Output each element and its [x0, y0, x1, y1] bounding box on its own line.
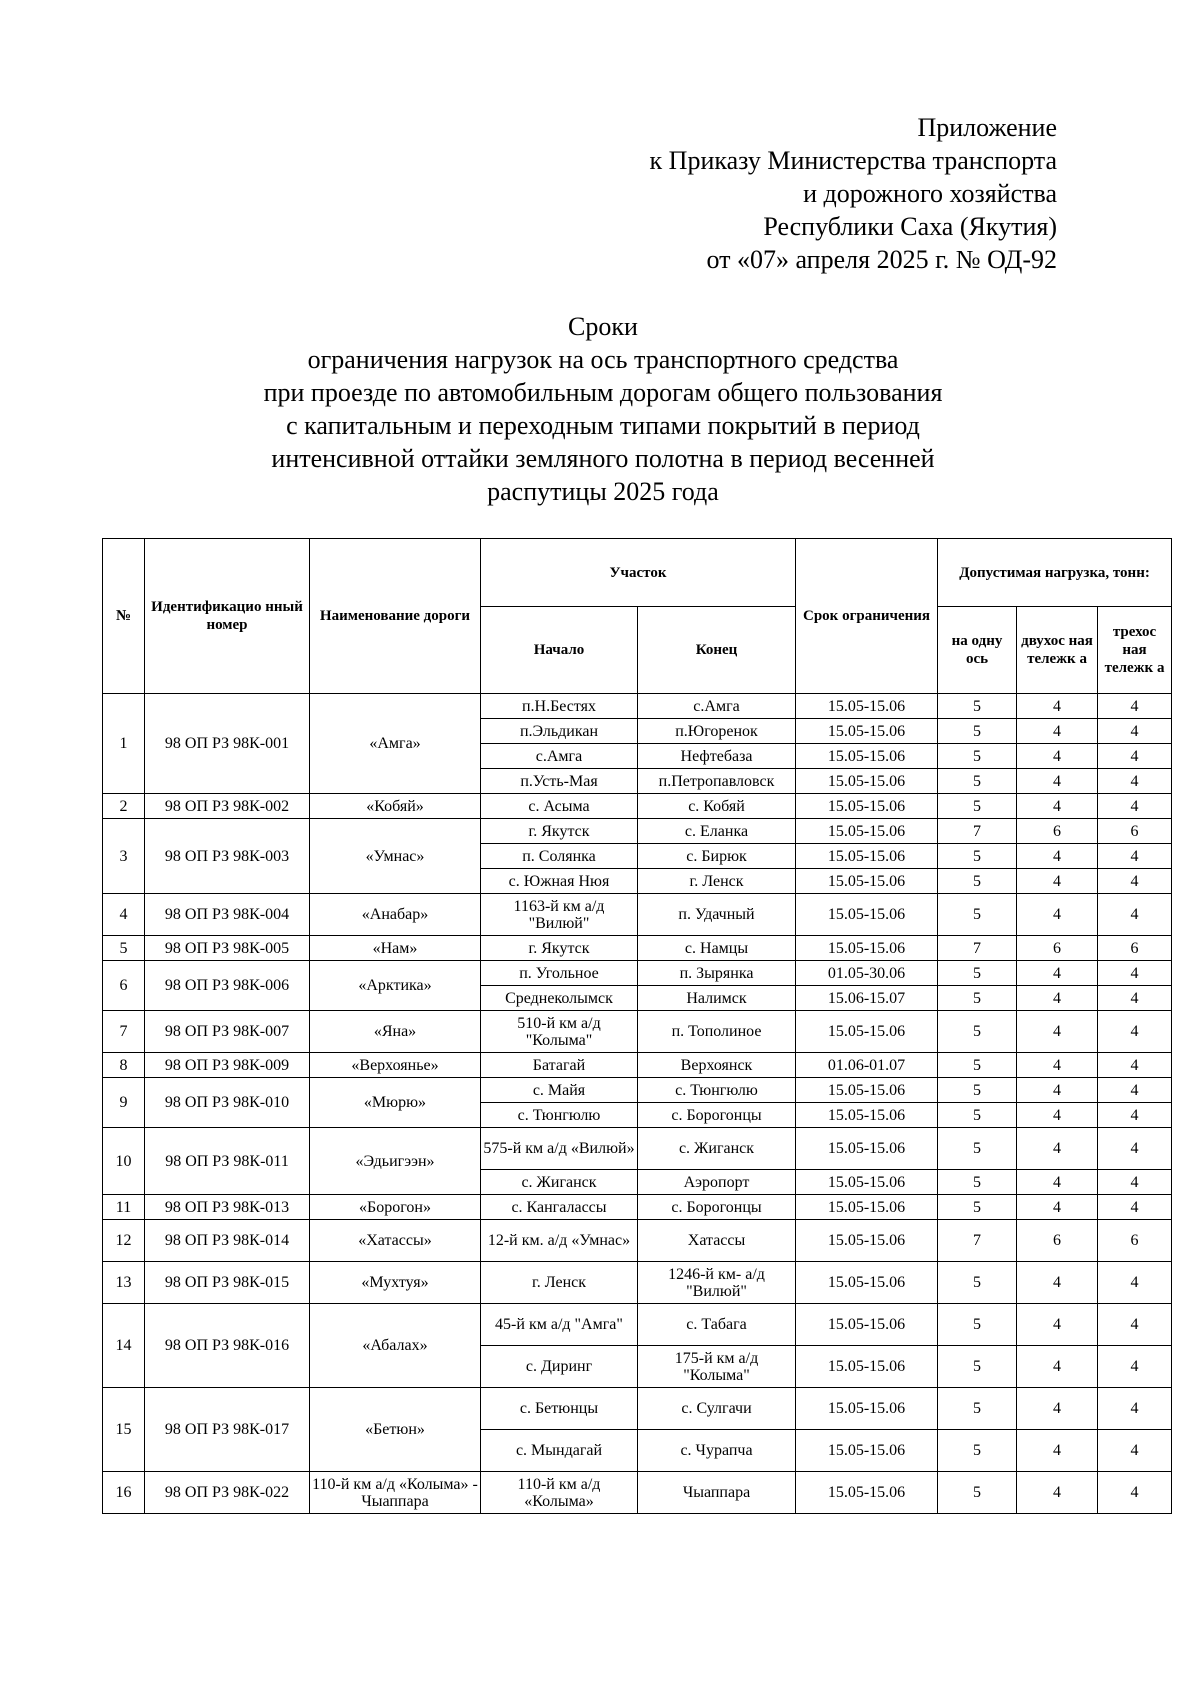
col-header-end: Конец	[638, 607, 796, 694]
cell-term: 15.05-15.06	[796, 794, 938, 819]
title-line: с капитальным и переходным типами покрытий в период	[286, 411, 920, 440]
table-row	[103, 1304, 1172, 1346]
cell-load-triple: 4	[1098, 961, 1172, 986]
cell-load-single: 5	[938, 1170, 1017, 1195]
cell-load-triple: 4	[1098, 1170, 1172, 1195]
cell-start: 1163-й км а/д "Вилюй"	[481, 894, 638, 936]
table-row	[103, 936, 1172, 961]
cell-start: г. Якутск	[481, 819, 638, 844]
cell-load-single: 5	[938, 869, 1017, 894]
cell-load-double: 4	[1017, 694, 1098, 719]
cell-id: 98 ОП РЗ 98К-003	[145, 819, 310, 894]
cell-load-double: 4	[1017, 1304, 1098, 1346]
cell-end: п.Югоренок	[638, 719, 796, 744]
cell-load-single: 5	[938, 794, 1017, 819]
cell-road: «Мухтуя»	[310, 1262, 481, 1304]
cell-end: п. Тополиное	[638, 1011, 796, 1053]
cell-load-double: 6	[1017, 819, 1098, 844]
title-line: при проезде по автомобильным дорогам общего пользования	[263, 378, 943, 407]
cell-id: 98 ОП РЗ 98К-002	[145, 794, 310, 819]
cell-start: с.Амга	[481, 744, 638, 769]
cell-num: 15	[103, 1388, 145, 1472]
cell-start: с. Кангалассы	[481, 1195, 638, 1220]
cell-term: 15.05-15.06	[796, 819, 938, 844]
cell-load-double: 4	[1017, 1472, 1098, 1514]
cell-term: 15.05-15.06	[796, 1078, 938, 1103]
cell-load-double: 4	[1017, 794, 1098, 819]
cell-term: 15.05-15.06	[796, 1346, 938, 1388]
cell-start: с. Южная Нюя	[481, 869, 638, 894]
cell-load-triple: 4	[1098, 869, 1172, 894]
cell-num: 11	[103, 1195, 145, 1220]
cell-load-single: 5	[938, 1304, 1017, 1346]
cell-start: Батагай	[481, 1053, 638, 1078]
cell-load-double: 4	[1017, 961, 1098, 986]
cell-road: «Эдьигээн»	[310, 1128, 481, 1195]
cell-load-single: 5	[938, 1472, 1017, 1514]
cell-term: 15.05-15.06	[796, 1472, 938, 1514]
cell-road: «Борогон»	[310, 1195, 481, 1220]
cell-load-triple: 4	[1098, 794, 1172, 819]
cell-num: 13	[103, 1262, 145, 1304]
cell-num: 2	[103, 794, 145, 819]
cell-load-single: 5	[938, 1346, 1017, 1388]
cell-start: 12-й км. а/д «Умнас»	[481, 1220, 638, 1262]
cell-road: «Хатассы»	[310, 1220, 481, 1262]
cell-road: «Нам»	[310, 936, 481, 961]
cell-num: 6	[103, 961, 145, 1011]
cell-start: 510-й км а/д "Колыма"	[481, 1011, 638, 1053]
cell-load-triple: 4	[1098, 1304, 1172, 1346]
cell-road: «Мюрю»	[310, 1078, 481, 1128]
cell-end: п. Зырянка	[638, 961, 796, 986]
document-title	[238, 310, 968, 508]
cell-road: «Арктика»	[310, 961, 481, 1011]
col-header-term: Срок ограничения	[796, 539, 938, 694]
cell-load-single: 5	[938, 1128, 1017, 1170]
appendix-header	[650, 111, 1057, 276]
cell-num: 9	[103, 1078, 145, 1128]
cell-num: 16	[103, 1472, 145, 1514]
cell-term: 15.05-15.06	[796, 1430, 938, 1472]
cell-road: «Верхоянье»	[310, 1053, 481, 1078]
cell-end: с. Еланка	[638, 819, 796, 844]
cell-id: 98 ОП РЗ 98К-016	[145, 1304, 310, 1388]
cell-load-double: 4	[1017, 844, 1098, 869]
cell-load-double: 6	[1017, 1220, 1098, 1262]
cell-end: г. Ленск	[638, 869, 796, 894]
col-header-triple-bogie: трехос ная тележк а	[1098, 607, 1172, 694]
table-row	[103, 1053, 1172, 1078]
cell-id: 98 ОП РЗ 98К-017	[145, 1388, 310, 1472]
table-row	[103, 1128, 1172, 1170]
cell-start: с. Майя	[481, 1078, 638, 1103]
cell-term: 01.05-30.06	[796, 961, 938, 986]
cell-load-double: 4	[1017, 1262, 1098, 1304]
cell-end: 1246-й км- а/д "Вилюй"	[638, 1262, 796, 1304]
cell-load-double: 4	[1017, 1346, 1098, 1388]
cell-term: 15.05-15.06	[796, 844, 938, 869]
cell-road: «Абалах»	[310, 1304, 481, 1388]
cell-end: п.Петропавловск	[638, 769, 796, 794]
cell-num: 12	[103, 1220, 145, 1262]
cell-end: Верхоянск	[638, 1053, 796, 1078]
cell-id: 98 ОП РЗ 98К-005	[145, 936, 310, 961]
cell-load-triple: 4	[1098, 1103, 1172, 1128]
cell-load-triple: 4	[1098, 1430, 1172, 1472]
cell-start: п. Угольное	[481, 961, 638, 986]
cell-end: Чыаппара	[638, 1472, 796, 1514]
cell-load-single: 5	[938, 1078, 1017, 1103]
cell-load-single: 5	[938, 986, 1017, 1011]
cell-road: «Яна»	[310, 1011, 481, 1053]
cell-end: с. Чурапча	[638, 1430, 796, 1472]
cell-road: «Умнас»	[310, 819, 481, 894]
cell-id: 98 ОП РЗ 98К-015	[145, 1262, 310, 1304]
cell-term: 15.05-15.06	[796, 1011, 938, 1053]
cell-load-double: 4	[1017, 894, 1098, 936]
header-line: Республики Саха (Якутия)	[763, 212, 1057, 241]
cell-load-double: 4	[1017, 1078, 1098, 1103]
table-row	[103, 1262, 1172, 1304]
cell-load-double: 4	[1017, 1388, 1098, 1430]
cell-load-triple: 4	[1098, 694, 1172, 719]
cell-term: 15.05-15.06	[796, 769, 938, 794]
cell-start: с. Асыма	[481, 794, 638, 819]
cell-load-triple: 4	[1098, 986, 1172, 1011]
table-row	[103, 819, 1172, 844]
cell-term: 15.05-15.06	[796, 936, 938, 961]
cell-num: 8	[103, 1053, 145, 1078]
cell-load-single: 7	[938, 819, 1017, 844]
cell-end: с. Кобяй	[638, 794, 796, 819]
cell-num: 4	[103, 894, 145, 936]
restrictions-table	[102, 538, 1172, 1514]
cell-load-single: 7	[938, 1220, 1017, 1262]
cell-term: 15.05-15.06	[796, 1304, 938, 1346]
cell-load-single: 5	[938, 961, 1017, 986]
cell-start: с. Мындагай	[481, 1430, 638, 1472]
cell-road: 110-й км а/д «Колыма» - Чыаппара	[310, 1472, 481, 1514]
cell-road: «Амга»	[310, 694, 481, 794]
cell-load-double: 4	[1017, 1430, 1098, 1472]
cell-term: 15.05-15.06	[796, 1103, 938, 1128]
table-row	[103, 1078, 1172, 1103]
table-row	[103, 1220, 1172, 1262]
cell-start: г. Якутск	[481, 936, 638, 961]
cell-load-single: 5	[938, 1195, 1017, 1220]
header-line: и дорожного хозяйства	[803, 179, 1057, 208]
cell-load-double: 4	[1017, 744, 1098, 769]
table-row	[103, 694, 1172, 719]
cell-load-triple: 4	[1098, 719, 1172, 744]
cell-end: с. Борогонцы	[638, 1195, 796, 1220]
cell-end: с.Амга	[638, 694, 796, 719]
cell-end: Нефтебаза	[638, 744, 796, 769]
cell-end: с. Намцы	[638, 936, 796, 961]
cell-start: 575-й км а/д «Вилюй»	[481, 1128, 638, 1170]
title-line: распутицы 2025 года	[487, 477, 719, 506]
cell-load-triple: 4	[1098, 744, 1172, 769]
cell-id: 98 ОП РЗ 98К-011	[145, 1128, 310, 1195]
col-header-single-axle: на одну ось	[938, 607, 1017, 694]
cell-term: 15.05-15.06	[796, 694, 938, 719]
cell-term: 15.05-15.06	[796, 1195, 938, 1220]
cell-road: «Бетюн»	[310, 1388, 481, 1472]
cell-id: 98 ОП РЗ 98К-006	[145, 961, 310, 1011]
cell-load-single: 5	[938, 1388, 1017, 1430]
cell-load-triple: 4	[1098, 844, 1172, 869]
cell-start: Среднеколымск	[481, 986, 638, 1011]
cell-term: 15.05-15.06	[796, 719, 938, 744]
cell-road: «Анабар»	[310, 894, 481, 936]
cell-load-single: 5	[938, 1430, 1017, 1472]
cell-load-single: 5	[938, 719, 1017, 744]
cell-start: 110-й км а/д «Колыма»	[481, 1472, 638, 1514]
cell-start: г. Ленск	[481, 1262, 638, 1304]
cell-start: с. Жиганск	[481, 1170, 638, 1195]
cell-term: 15.05-15.06	[796, 744, 938, 769]
cell-end: Налимск	[638, 986, 796, 1011]
cell-end: Хатассы	[638, 1220, 796, 1262]
cell-load-double: 4	[1017, 1103, 1098, 1128]
cell-end: с. Тюнгюлю	[638, 1078, 796, 1103]
cell-id: 98 ОП РЗ 98К-022	[145, 1472, 310, 1514]
cell-id: 98 ОП РЗ 98К-001	[145, 694, 310, 794]
cell-start: с. Бетюнцы	[481, 1388, 638, 1430]
cell-num: 5	[103, 936, 145, 961]
cell-num: 10	[103, 1128, 145, 1195]
cell-load-triple: 4	[1098, 1472, 1172, 1514]
header-line: к Приказу Министерства транспорта	[649, 146, 1057, 175]
cell-end: 175-й км а/д "Колыма"	[638, 1346, 796, 1388]
cell-num: 14	[103, 1304, 145, 1388]
col-header-num: №	[103, 539, 145, 694]
cell-term: 15.05-15.06	[796, 894, 938, 936]
cell-end: с. Бирюк	[638, 844, 796, 869]
table-row	[103, 794, 1172, 819]
cell-load-single: 5	[938, 1262, 1017, 1304]
cell-term: 15.05-15.06	[796, 1128, 938, 1170]
cell-load-double: 4	[1017, 986, 1098, 1011]
col-header-section: Участок	[481, 539, 796, 607]
table-row	[103, 1472, 1172, 1514]
cell-load-triple: 4	[1098, 1078, 1172, 1103]
cell-term: 15.06-15.07	[796, 986, 938, 1011]
cell-load-double: 4	[1017, 869, 1098, 894]
cell-load-double: 4	[1017, 1128, 1098, 1170]
cell-load-single: 5	[938, 1103, 1017, 1128]
cell-load-triple: 6	[1098, 1220, 1172, 1262]
title-line: ограничения нагрузок на ось транспортного средства	[307, 345, 899, 374]
cell-start: с. Тюнгюлю	[481, 1103, 638, 1128]
cell-load-double: 4	[1017, 719, 1098, 744]
header-line: от «07» апреля 2025 г. № ОД-92	[706, 245, 1057, 274]
col-header-start: Начало	[481, 607, 638, 694]
cell-load-single: 5	[938, 769, 1017, 794]
cell-load-double: 6	[1017, 936, 1098, 961]
cell-load-single: 5	[938, 694, 1017, 719]
cell-id: 98 ОП РЗ 98К-010	[145, 1078, 310, 1128]
cell-id: 98 ОП РЗ 98К-014	[145, 1220, 310, 1262]
title-line: Сроки	[568, 312, 638, 341]
cell-load-triple: 4	[1098, 1346, 1172, 1388]
cell-term: 15.05-15.06	[796, 1220, 938, 1262]
cell-start: с. Диринг	[481, 1346, 638, 1388]
cell-load-double: 4	[1017, 769, 1098, 794]
cell-start: п.Эльдикан	[481, 719, 638, 744]
col-header-load: Допустимая нагрузка, тонн:	[938, 539, 1172, 607]
cell-id: 98 ОП РЗ 98К-013	[145, 1195, 310, 1220]
cell-end: с. Борогонцы	[638, 1103, 796, 1128]
cell-load-triple: 6	[1098, 819, 1172, 844]
cell-load-triple: 4	[1098, 1011, 1172, 1053]
cell-id: 98 ОП РЗ 98К-007	[145, 1011, 310, 1053]
cell-load-triple: 4	[1098, 1128, 1172, 1170]
cell-load-single: 5	[938, 1053, 1017, 1078]
cell-term: 15.05-15.06	[796, 1388, 938, 1430]
cell-load-triple: 4	[1098, 769, 1172, 794]
cell-term: 15.05-15.06	[796, 1170, 938, 1195]
col-header-id: Идентификацио нный номер	[145, 539, 310, 694]
cell-load-double: 4	[1017, 1011, 1098, 1053]
table-row	[103, 1011, 1172, 1053]
cell-load-single: 7	[938, 936, 1017, 961]
cell-load-double: 4	[1017, 1053, 1098, 1078]
table-row	[103, 961, 1172, 986]
cell-load-triple: 4	[1098, 894, 1172, 936]
cell-load-triple: 4	[1098, 1195, 1172, 1220]
cell-end: с. Сулгачи	[638, 1388, 796, 1430]
cell-id: 98 ОП РЗ 98К-004	[145, 894, 310, 936]
cell-term: 01.06-01.07	[796, 1053, 938, 1078]
col-header-double-bogie: двухос ная тележк а	[1017, 607, 1098, 694]
table-body	[103, 694, 1172, 1514]
cell-end: Аэропорт	[638, 1170, 796, 1195]
cell-end: с. Табага	[638, 1304, 796, 1346]
cell-num: 3	[103, 819, 145, 894]
cell-end: с. Жиганск	[638, 1128, 796, 1170]
cell-load-single: 5	[938, 744, 1017, 769]
cell-start: п.Усть-Мая	[481, 769, 638, 794]
cell-load-double: 4	[1017, 1195, 1098, 1220]
table-row	[103, 894, 1172, 936]
table-row	[103, 1388, 1172, 1430]
header-line: Приложение	[917, 113, 1057, 142]
cell-start: п.Н.Бестях	[481, 694, 638, 719]
cell-load-triple: 4	[1098, 1053, 1172, 1078]
cell-load-triple: 4	[1098, 1262, 1172, 1304]
cell-load-single: 5	[938, 844, 1017, 869]
cell-start: п. Солянка	[481, 844, 638, 869]
cell-load-single: 5	[938, 894, 1017, 936]
cell-id: 98 ОП РЗ 98К-009	[145, 1053, 310, 1078]
cell-end: п. Удачный	[638, 894, 796, 936]
cell-load-triple: 6	[1098, 936, 1172, 961]
cell-num: 1	[103, 694, 145, 794]
title-line: интенсивной оттайки земляного полотна в период весенней	[271, 444, 935, 473]
cell-term: 15.05-15.06	[796, 1262, 938, 1304]
col-header-road: Наименование дороги	[310, 539, 481, 694]
cell-road: «Кобяй»	[310, 794, 481, 819]
cell-load-double: 4	[1017, 1170, 1098, 1195]
cell-load-single: 5	[938, 1011, 1017, 1053]
cell-num: 7	[103, 1011, 145, 1053]
cell-load-triple: 4	[1098, 1388, 1172, 1430]
cell-term: 15.05-15.06	[796, 869, 938, 894]
table-row	[103, 1195, 1172, 1220]
cell-start: 45-й км а/д "Амга"	[481, 1304, 638, 1346]
